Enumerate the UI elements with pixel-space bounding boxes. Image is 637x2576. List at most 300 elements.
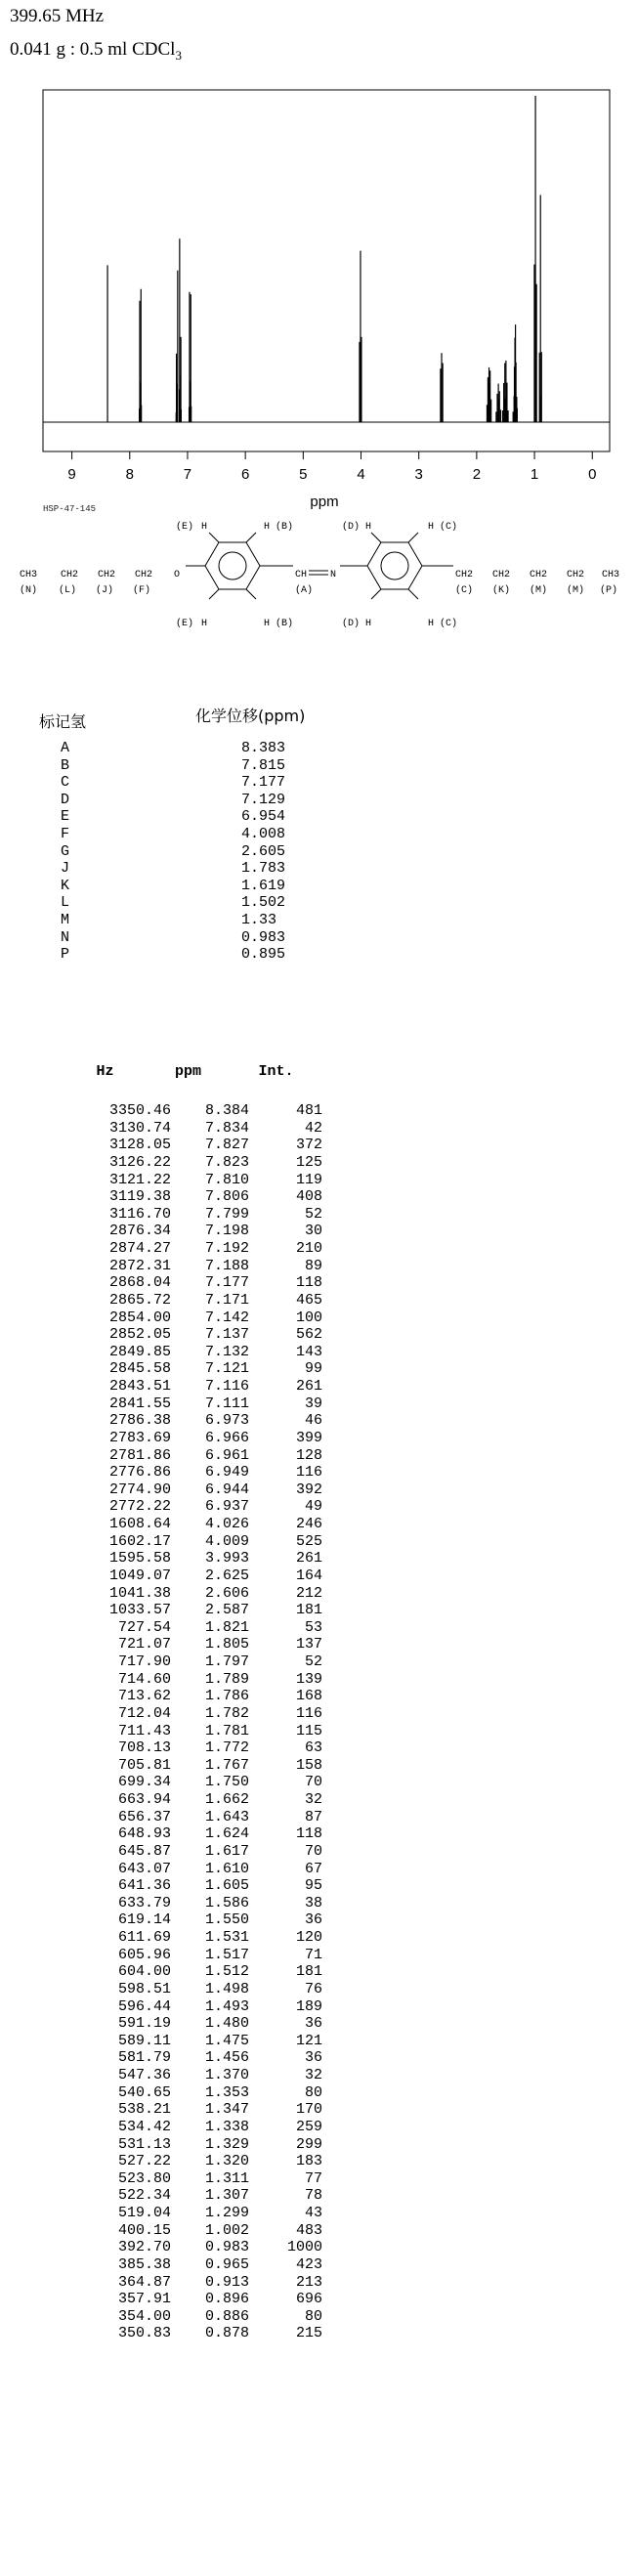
peak-intensity: 181 bbox=[295, 1602, 322, 1619]
peak-hz: 727.54 bbox=[117, 1618, 171, 1636]
linker-n: N bbox=[330, 570, 337, 580]
peak-ppm: 2.587 bbox=[204, 1602, 249, 1619]
peak-ppm: 7.111 bbox=[204, 1395, 249, 1412]
peak-ppm: 2.625 bbox=[204, 1567, 249, 1584]
peak-ppm: 7.198 bbox=[204, 1223, 249, 1240]
peak-row bbox=[73, 1602, 322, 1619]
peak-row bbox=[73, 1292, 322, 1309]
x-axis-label: ppm bbox=[310, 494, 339, 510]
peak-hz: 2783.69 bbox=[108, 1429, 171, 1446]
peak-row bbox=[73, 1360, 322, 1378]
peak-hz: 400.15 bbox=[117, 2221, 171, 2239]
assignment-shift: 1.33 bbox=[241, 911, 277, 928]
peak-hz: 708.13 bbox=[117, 1739, 171, 1757]
peak-row bbox=[73, 1619, 322, 1637]
peak-intensity: 70 bbox=[304, 1774, 322, 1791]
peak-ppm: 1.338 bbox=[204, 2118, 249, 2135]
peak-ppm: 1.782 bbox=[204, 1704, 249, 1722]
peak-ppm: 4.009 bbox=[204, 1532, 249, 1550]
peak-hz: 2874.27 bbox=[108, 1240, 171, 1257]
assignment-row bbox=[61, 774, 285, 792]
peak-row bbox=[73, 1378, 322, 1395]
label-l: (L) bbox=[59, 585, 77, 596]
peak-row bbox=[73, 1326, 322, 1344]
peak-hz: 2772.22 bbox=[108, 1498, 171, 1516]
assignment-row bbox=[61, 826, 285, 843]
peak-intensity: 210 bbox=[295, 1240, 322, 1257]
peak-row bbox=[73, 1809, 322, 1826]
peak-row bbox=[73, 1774, 322, 1791]
peak-ppm: 0.965 bbox=[204, 2255, 249, 2273]
peak-hz: 350.83 bbox=[117, 2325, 171, 2342]
peak-ppm: 0.886 bbox=[204, 2307, 249, 2325]
chain-ch2-f: CH2 bbox=[135, 570, 153, 580]
assignment-label: L bbox=[61, 894, 70, 912]
assignment-shift: 0.895 bbox=[241, 946, 286, 964]
peak-intensity: 261 bbox=[295, 1550, 322, 1567]
ring1-h-top-right: H bbox=[264, 522, 271, 533]
peak-row bbox=[73, 1895, 322, 1912]
peak-ppm: 1.786 bbox=[204, 1688, 249, 1705]
peak-ppm: 1.821 bbox=[204, 1618, 249, 1636]
peak-hz: 2854.00 bbox=[108, 1309, 171, 1326]
peak-intensity: 77 bbox=[304, 2169, 322, 2187]
peak-intensity: 1000 bbox=[286, 2239, 322, 2256]
peak-ppm: 1.531 bbox=[204, 1929, 249, 1946]
peak-hz: 3119.38 bbox=[108, 1188, 171, 1206]
peak-hz: 3126.22 bbox=[108, 1153, 171, 1171]
peak-hz: 3121.22 bbox=[108, 1171, 171, 1188]
peak-hz: 581.79 bbox=[117, 2049, 171, 2067]
peak-ppm: 7.192 bbox=[204, 1240, 249, 1257]
peak-hz: 605.96 bbox=[117, 1946, 171, 1963]
peak-hz: 3350.46 bbox=[108, 1102, 171, 1119]
peak-row bbox=[73, 1274, 322, 1292]
peak-ppm: 1.797 bbox=[204, 1653, 249, 1670]
linker-ch: CH bbox=[295, 570, 308, 580]
peak-ppm: 4.026 bbox=[204, 1516, 249, 1532]
peak-row bbox=[73, 2084, 322, 2102]
peak-row bbox=[73, 1981, 322, 1998]
peak-intensity: 181 bbox=[295, 1963, 322, 1981]
assignment-label: D bbox=[61, 791, 70, 808]
peak-hz: 2845.58 bbox=[108, 1360, 171, 1378]
peak-intensity: 38 bbox=[304, 1894, 322, 1911]
peak-ppm: 1.789 bbox=[204, 1670, 249, 1688]
peak-ppm: 1.550 bbox=[204, 1911, 249, 1929]
x-tick-label: 9 bbox=[67, 466, 76, 483]
assignment-label: M bbox=[61, 911, 70, 928]
assignment-label: G bbox=[61, 842, 70, 860]
peak-hz: 519.04 bbox=[117, 2205, 171, 2221]
rchain-ch2-m2: CH2 bbox=[567, 570, 585, 580]
label-k: (K) bbox=[492, 585, 511, 596]
peak-intensity: 99 bbox=[304, 1360, 322, 1378]
peak-hz: 538.21 bbox=[117, 2101, 171, 2119]
assignment-label: A bbox=[61, 740, 70, 756]
peak-row bbox=[73, 1843, 322, 1861]
ring-2-aromatic-circle bbox=[381, 552, 408, 580]
peak-ppm: 7.834 bbox=[204, 1119, 249, 1137]
peak-hz: 656.37 bbox=[117, 1808, 171, 1825]
chain-ch2-j: CH2 bbox=[98, 570, 116, 580]
peak-intensity: 78 bbox=[304, 2187, 322, 2205]
peak-intensity: 696 bbox=[295, 2291, 322, 2308]
peak-intensity: 261 bbox=[295, 1378, 322, 1395]
x-tick-label: 4 bbox=[357, 466, 365, 483]
bond bbox=[246, 589, 256, 599]
peak-intensity: 213 bbox=[295, 2273, 322, 2291]
assignment-label: J bbox=[61, 860, 70, 878]
peak-hz: 591.19 bbox=[117, 2015, 171, 2033]
ring1-e-top: (E) bbox=[176, 522, 194, 533]
peak-hz: 2776.86 bbox=[108, 1464, 171, 1481]
bond bbox=[371, 589, 381, 599]
peak-row bbox=[73, 1498, 322, 1516]
label-f: (F) bbox=[133, 585, 151, 596]
peak-row bbox=[73, 1861, 322, 1878]
peak-intensity: 39 bbox=[304, 1395, 322, 1412]
peak-hz: 2781.86 bbox=[108, 1446, 171, 1464]
peak-ppm: 7.116 bbox=[204, 1378, 249, 1395]
assignment-shift: 2.605 bbox=[241, 842, 286, 860]
peak-intensity: 52 bbox=[304, 1653, 322, 1670]
peak-intensity: 53 bbox=[304, 1618, 322, 1636]
label-n: (N) bbox=[20, 585, 38, 596]
peak-ppm: 1.512 bbox=[204, 1963, 249, 1981]
peak-row bbox=[73, 2033, 322, 2050]
assignment-label: F bbox=[61, 825, 70, 842]
peak-hz: 717.90 bbox=[117, 1653, 171, 1670]
peak-row bbox=[73, 2015, 322, 2033]
peak-hz: 2865.72 bbox=[108, 1291, 171, 1309]
peak-row bbox=[73, 1206, 322, 1224]
x-tick-label: 2 bbox=[472, 466, 482, 483]
peak-row bbox=[73, 1688, 322, 1705]
peak-intensity: 128 bbox=[295, 1446, 322, 1464]
peak-hz: 2786.38 bbox=[108, 1412, 171, 1430]
assignment-shift: 7.815 bbox=[241, 756, 286, 774]
peak-hz: 641.36 bbox=[117, 1877, 171, 1895]
peak-intensity: 115 bbox=[295, 1722, 322, 1739]
peak-ppm: 3.993 bbox=[204, 1550, 249, 1567]
bond bbox=[209, 533, 219, 542]
assignment-label: B bbox=[61, 756, 70, 774]
bond bbox=[408, 533, 418, 542]
peak-hz: 3130.74 bbox=[108, 1119, 171, 1137]
peak-row bbox=[73, 2170, 322, 2188]
benzene-ring-2 bbox=[367, 542, 422, 589]
peak-hz: 527.22 bbox=[117, 2153, 171, 2170]
peak-table-body bbox=[73, 1102, 322, 2342]
peak-row bbox=[73, 1705, 322, 1723]
peak-hz: 596.44 bbox=[117, 1997, 171, 2015]
assignment-shift: 1.783 bbox=[241, 860, 286, 878]
assignment-row bbox=[61, 946, 285, 964]
peak-row bbox=[73, 1102, 322, 1120]
peak-ppm: 1.370 bbox=[204, 2067, 249, 2083]
peak-ppm: 2.606 bbox=[204, 1584, 249, 1602]
ring2-c-bottom: (C) bbox=[440, 619, 458, 629]
peak-intensity: 259 bbox=[295, 2118, 322, 2135]
peak-row bbox=[73, 1739, 322, 1757]
peak-intensity: 158 bbox=[295, 1756, 322, 1774]
assignment-shift: 0.983 bbox=[241, 928, 286, 946]
sample-subscript: 3 bbox=[175, 47, 182, 63]
ring-1-aromatic-circle bbox=[219, 552, 246, 580]
peak-hz: 699.34 bbox=[117, 1774, 171, 1791]
peak-intensity: 49 bbox=[304, 1498, 322, 1516]
peak-hz: 354.00 bbox=[117, 2307, 171, 2325]
peak-intensity: 423 bbox=[295, 2255, 322, 2273]
peak-intensity: 119 bbox=[295, 1171, 322, 1188]
spectrometer-frequency: 399.65 MHz bbox=[10, 6, 105, 26]
assignment-shift: 7.129 bbox=[241, 791, 286, 808]
peak-row bbox=[73, 1395, 322, 1413]
peak-ppm: 1.329 bbox=[204, 2135, 249, 2153]
peak-ppm: 6.944 bbox=[204, 1481, 249, 1498]
assignment-shift-header: 化学位移(ppm) bbox=[195, 707, 306, 725]
peak-intensity: 170 bbox=[295, 2101, 322, 2119]
peak-row bbox=[73, 1430, 322, 1447]
peak-row bbox=[73, 1120, 322, 1138]
x-tick-label: 3 bbox=[414, 466, 423, 483]
peak-hz: 2876.34 bbox=[108, 1223, 171, 1240]
peak-ppm: 1.307 bbox=[204, 2187, 249, 2205]
peak-ppm: 6.949 bbox=[204, 1464, 249, 1481]
peak-hz: 2868.04 bbox=[108, 1274, 171, 1292]
ring2-h-top-left: H bbox=[365, 522, 372, 533]
peak-row bbox=[73, 1464, 322, 1481]
peak-intensity: 95 bbox=[304, 1877, 322, 1895]
peak-row bbox=[73, 2205, 322, 2222]
peak-intensity: 36 bbox=[304, 1911, 322, 1929]
ring2-h-bottom-right: H bbox=[428, 619, 435, 629]
peak-intensity: 299 bbox=[295, 2135, 322, 2153]
peak-ppm: 1.475 bbox=[204, 2032, 249, 2049]
peak-row bbox=[73, 1963, 322, 1981]
peak-row bbox=[73, 1723, 322, 1740]
peak-row bbox=[73, 2153, 322, 2170]
assignment-shift: 7.177 bbox=[241, 774, 286, 792]
x-tick-label: 1 bbox=[530, 466, 539, 483]
peak-hz: 711.43 bbox=[117, 1722, 171, 1739]
peak-hz: 1595.58 bbox=[108, 1550, 171, 1567]
peak-ppm: 1.624 bbox=[204, 1825, 249, 1843]
peak-hz: 604.00 bbox=[117, 1963, 171, 1981]
ring1-h-top-left: H bbox=[201, 522, 208, 533]
peak-hz: 705.81 bbox=[117, 1756, 171, 1774]
rchain-ch2-c: CH2 bbox=[455, 570, 474, 580]
peak-intensity: 118 bbox=[295, 1825, 322, 1843]
peak-ppm: 7.810 bbox=[204, 1171, 249, 1188]
peak-ppm: 1.662 bbox=[204, 1791, 249, 1808]
ring2-d-top: (D) bbox=[342, 522, 361, 533]
bond bbox=[209, 589, 219, 599]
peak-ppm: 7.121 bbox=[204, 1360, 249, 1378]
assignment-row bbox=[61, 792, 285, 809]
peak-ppm: 6.937 bbox=[204, 1498, 249, 1516]
peak-ppm: 6.961 bbox=[204, 1446, 249, 1464]
peak-hz: 721.07 bbox=[117, 1636, 171, 1653]
peak-intensity: 562 bbox=[295, 1326, 322, 1344]
peak-hz: 713.62 bbox=[117, 1688, 171, 1705]
assignment-label: P bbox=[61, 946, 70, 964]
assignment-row bbox=[61, 860, 285, 878]
peak-hz: 547.36 bbox=[117, 2067, 171, 2083]
assignment-shift: 1.502 bbox=[241, 894, 286, 912]
peak-ppm: 0.983 bbox=[204, 2239, 249, 2256]
assignment-label: C bbox=[61, 774, 70, 792]
assignment-row bbox=[61, 757, 285, 775]
molecule-structure bbox=[0, 0, 637, 743]
peak-row bbox=[73, 1412, 322, 1430]
peak-hz: 643.07 bbox=[117, 1860, 171, 1877]
peak-ppm: 6.973 bbox=[204, 1412, 249, 1430]
peak-hz: 619.14 bbox=[117, 1911, 171, 1929]
peak-row bbox=[73, 1516, 322, 1533]
peak-row bbox=[73, 1258, 322, 1275]
peak-ppm: 6.966 bbox=[204, 1429, 249, 1446]
assignment-row bbox=[61, 808, 285, 826]
peak-row bbox=[73, 1223, 322, 1240]
peak-intensity: 70 bbox=[304, 1842, 322, 1860]
peak-intensity: 215 bbox=[295, 2325, 322, 2342]
peak-row bbox=[73, 1636, 322, 1653]
peak-intensity: 183 bbox=[295, 2153, 322, 2170]
label-j: (J) bbox=[96, 585, 114, 596]
peak-hz: 1602.17 bbox=[108, 1532, 171, 1550]
peak-row bbox=[73, 2274, 322, 2292]
peak-row bbox=[73, 1585, 322, 1603]
peak-ppm: 1.299 bbox=[204, 2205, 249, 2221]
peak-intensity: 43 bbox=[304, 2205, 322, 2221]
peak-intensity: 139 bbox=[295, 1670, 322, 1688]
ring1-h-bottom-right: H bbox=[264, 619, 271, 629]
peak-row bbox=[73, 2222, 322, 2240]
assignment-row bbox=[61, 843, 285, 861]
ring2-h-bottom-left: H bbox=[365, 619, 372, 629]
peak-row bbox=[73, 2256, 322, 2274]
rchain-ch3: CH3 bbox=[602, 570, 620, 580]
assignment-row bbox=[61, 740, 285, 757]
peak-intensity: 71 bbox=[304, 1946, 322, 1963]
peak-row bbox=[73, 2308, 322, 2326]
peak-row bbox=[73, 1998, 322, 2016]
peak-ppm: 1.643 bbox=[204, 1808, 249, 1825]
peak-ppm: 7.827 bbox=[204, 1137, 249, 1154]
peak-hz: 663.94 bbox=[117, 1791, 171, 1808]
peak-row bbox=[73, 1757, 322, 1775]
peak-hz: 2843.51 bbox=[108, 1378, 171, 1395]
ring1-h-bottom-left: H bbox=[201, 619, 208, 629]
peak-intensity: 42 bbox=[304, 1119, 322, 1137]
peak-intensity: 137 bbox=[295, 1636, 322, 1653]
peak-row bbox=[73, 2239, 322, 2256]
peak-intensity: 525 bbox=[295, 1532, 322, 1550]
peak-intensity: 32 bbox=[304, 2067, 322, 2083]
peak-intensity: 120 bbox=[295, 1929, 322, 1946]
peak-row bbox=[73, 1653, 322, 1671]
ring2-h-top-right: H bbox=[428, 522, 435, 533]
peak-intensity: 408 bbox=[295, 1188, 322, 1206]
peak-hz: 2852.05 bbox=[108, 1326, 171, 1344]
bond bbox=[408, 589, 418, 599]
peak-ppm: 7.806 bbox=[204, 1188, 249, 1206]
peak-intensity: 116 bbox=[295, 1704, 322, 1722]
peak-intensity: 87 bbox=[304, 1808, 322, 1825]
label-c: (C) bbox=[455, 585, 474, 596]
peak-ppm: 8.384 bbox=[204, 1102, 249, 1119]
peak-intensity: 481 bbox=[295, 1102, 322, 1119]
peak-hz: 540.65 bbox=[117, 2083, 171, 2101]
peak-ppm: 1.610 bbox=[204, 1860, 249, 1877]
peak-intensity: 32 bbox=[304, 1791, 322, 1808]
peak-hz: 633.79 bbox=[117, 1894, 171, 1911]
peak-hz: 531.13 bbox=[117, 2135, 171, 2153]
peak-hz: 1049.07 bbox=[108, 1567, 171, 1584]
peak-row bbox=[73, 1671, 322, 1689]
peak-row bbox=[73, 2101, 322, 2119]
peak-hz: 645.87 bbox=[117, 1842, 171, 1860]
peak-row bbox=[73, 2119, 322, 2136]
peak-table-header bbox=[73, 1063, 322, 1102]
peak-intensity: 52 bbox=[304, 1205, 322, 1223]
assignment-table bbox=[61, 740, 285, 964]
assignment-shift: 1.619 bbox=[241, 877, 286, 894]
peak-ppm: 1.767 bbox=[204, 1756, 249, 1774]
peak-ppm: 1.311 bbox=[204, 2169, 249, 2187]
peak-ppm: 7.132 bbox=[204, 1343, 249, 1360]
rchain-ch2-m1: CH2 bbox=[530, 570, 548, 580]
peak-intensity: 164 bbox=[295, 1567, 322, 1584]
assignment-shift: 6.954 bbox=[241, 808, 286, 826]
peak-row bbox=[73, 2136, 322, 2154]
peak-intensity: 121 bbox=[295, 2032, 322, 2049]
header-ppm: ppm bbox=[174, 1063, 201, 1080]
peak-ppm: 0.878 bbox=[204, 2325, 249, 2342]
peak-ppm: 1.480 bbox=[204, 2015, 249, 2033]
rchain-ch2-k: CH2 bbox=[492, 570, 511, 580]
peak-intensity: 76 bbox=[304, 1980, 322, 1997]
peak-hz: 2841.55 bbox=[108, 1395, 171, 1412]
header-hz: Hz bbox=[96, 1063, 114, 1080]
peak-hz: 3116.70 bbox=[108, 1205, 171, 1223]
sample-prefix: 0.041 g : 0.5 ml CDCl bbox=[10, 39, 176, 60]
peak-ppm: 7.177 bbox=[204, 1274, 249, 1292]
peak-row bbox=[73, 1344, 322, 1361]
peak-ppm: 0.896 bbox=[204, 2291, 249, 2308]
peak-ppm: 1.493 bbox=[204, 1997, 249, 2015]
peak-intensity: 189 bbox=[295, 1997, 322, 2015]
benzene-ring-1 bbox=[205, 542, 260, 589]
peak-ppm: 1.002 bbox=[204, 2221, 249, 2239]
peak-row bbox=[73, 2325, 322, 2342]
peak-ppm: 7.188 bbox=[204, 1257, 249, 1274]
peak-ppm: 1.605 bbox=[204, 1877, 249, 1895]
peak-hz: 589.11 bbox=[117, 2032, 171, 2049]
peak-hz: 1033.57 bbox=[108, 1602, 171, 1619]
assignment-label-header: 标记氢 bbox=[39, 712, 87, 731]
peak-intensity: 80 bbox=[304, 2307, 322, 2325]
peak-row bbox=[73, 1172, 322, 1189]
peak-ppm: 1.353 bbox=[204, 2083, 249, 2101]
assignment-label: E bbox=[61, 808, 70, 826]
peak-intensity: 67 bbox=[304, 1860, 322, 1877]
peak-hz: 357.91 bbox=[117, 2291, 171, 2308]
peak-intensity: 168 bbox=[295, 1688, 322, 1705]
x-tick-label: 8 bbox=[125, 466, 134, 483]
